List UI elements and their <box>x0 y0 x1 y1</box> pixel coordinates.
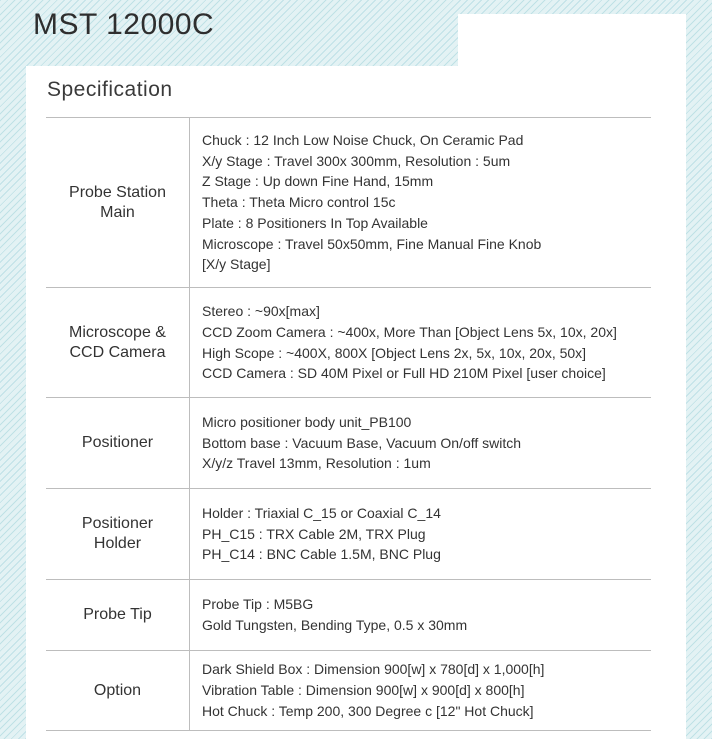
detail-line: Holder : Triaxial C_15 or Coaxial C_14 <box>202 504 441 521</box>
row-label: Positioner Holder <box>46 489 190 579</box>
detail-line: High Scope : ~400X, 800X [Object Lens 2x, 5x, 10x, 20x, 50x] <box>202 344 587 361</box>
row-label: Probe Station Main <box>46 118 190 287</box>
detail-line: Gold Tungsten, Bending Type, 0.5 x 30mm <box>202 617 468 633</box>
detail-line: CCD Zoom Camera : ~400x, More Than [Object Lens 5x, 10x, 20x] <box>202 323 617 340</box>
page-title: MST 12000C <box>33 8 215 41</box>
row-details <box>190 398 651 488</box>
row-details <box>190 288 651 397</box>
row-label: Positioner <box>46 398 190 488</box>
spec-row-probe-station-main <box>46 118 651 288</box>
detail-line: Vibration Table : Dimension 900[w] x 900[d] x 800[h] <box>202 682 525 699</box>
detail-line: Dark Shield Box : Dimension 900[w] x 780[d] x 1,000[h] <box>202 661 545 678</box>
row-label: Probe Tip <box>46 580 190 650</box>
detail-line: Plate : 8 Positioners In Top Available <box>202 214 428 231</box>
spec-row-probe-tip <box>46 580 651 651</box>
detail-line: Hot Chuck : Temp 200, 300 Degree c [12" Hot Chuck] <box>202 702 534 719</box>
detail-line: Bottom base : Vacuum Base, Vacuum On/off switch <box>202 434 522 451</box>
detail-line: PH_C15 : TRX Cable 2M, TRX Plug <box>202 525 426 542</box>
detail-line: Chuck : 12 Inch Low Noise Chuck, On Ceramic Pad <box>202 132 524 149</box>
row-details <box>190 118 651 287</box>
detail-line: PH_C14 : BNC Cable 1.5M, BNC Plug <box>202 546 441 563</box>
row-details <box>190 580 651 650</box>
detail-line: Microscope : Travel 50x50mm, Fine Manual Fine Knob <box>202 235 542 252</box>
detail-line: Probe Tip : M5BG <box>202 596 314 613</box>
spec-table <box>46 117 651 731</box>
detail-line: X/y/z Travel 13mm, Resolution : 1um <box>202 455 431 472</box>
row-details <box>190 651 651 730</box>
detail-line: X/y Stage : Travel 300x 300mm, Resolution : 5um <box>202 152 511 169</box>
panel-top-extension <box>458 14 686 74</box>
spec-row-positioner-holder <box>46 489 651 580</box>
detail-line: [X/y Stage] <box>202 256 271 273</box>
detail-line: Micro positioner body unit_PB100 <box>202 413 412 430</box>
row-label: Microscope & CCD Camera <box>46 288 190 397</box>
detail-line: Theta : Theta Micro control 15c <box>202 194 396 211</box>
spec-row-positioner <box>46 398 651 489</box>
detail-line: Z Stage : Up down Fine Hand, 15mm <box>202 173 434 190</box>
spec-row-option <box>46 651 651 731</box>
spec-row-microscope-ccd-camera <box>46 288 651 398</box>
row-details <box>190 489 651 579</box>
detail-line: CCD Camera : SD 40M Pixel or Full HD 210M Pixel [user choice] <box>202 365 606 382</box>
row-label: Option <box>46 651 190 730</box>
detail-line: Stereo : ~90x[max] <box>202 303 320 320</box>
specification-heading: Specification <box>47 78 173 101</box>
